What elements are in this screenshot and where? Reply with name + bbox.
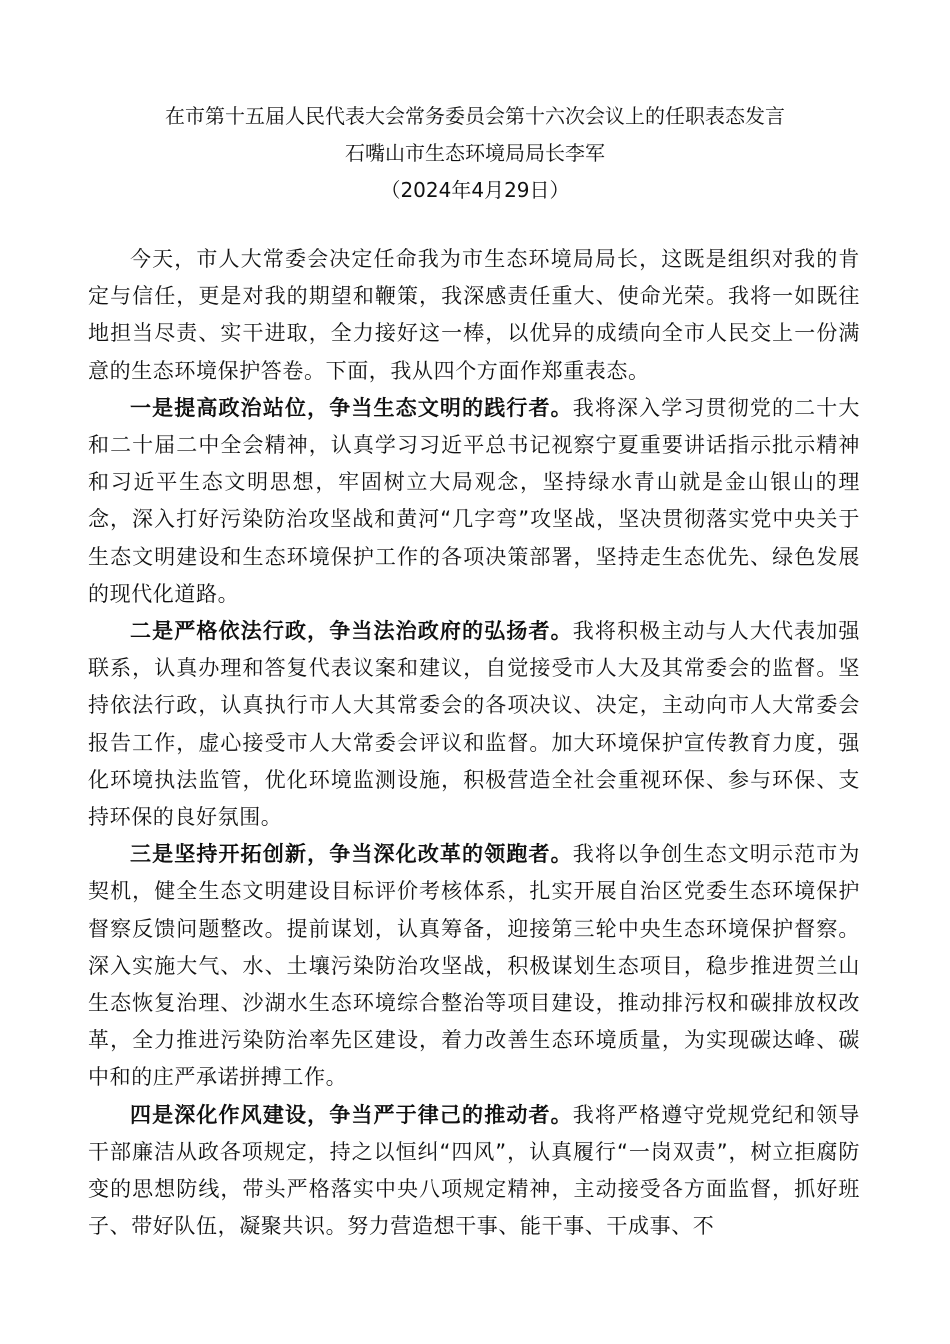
paragraph-lead: 四是深化作风建设，争当严于律己的推动者。: [130, 1102, 573, 1127]
paragraph-text: 我将严格遵守党规党纪和领导干部廉洁从政各项规定，持之以恒纠“四风”，认真履行“一岗双责”，树立拒腐防变的思想防线，带头严格落实中央八项规定精神，主动接受各方面监督，抓好班子、带好队伍，凝聚共识。努力营造想干事、能干事、干成事、不: [88, 1102, 860, 1239]
speaker-line: 石嘴山市生态环境局局长李军: [345, 141, 605, 165]
paragraph-text: 我将以争创生态文明示范市为契机，健全生态文明建设目标评价考核体系，扎实开展自治区党委生态环境保护督察反馈问题整改。提前谋划，认真筹备，迎接第三轮中央生态环境保护督察。深入实施大气、水、土壤污染防治攻坚战，积极谋划生态项目，稳步推进贺兰山生态恢复治理、沙湖水生态环境综合整治等项目建设，推动排污权和碳排放权改革，全力推进污染防治率先区建设，着力改善生态环境质量，为实现碳达峰、碳中和的庄严承诺拼搏工作。: [88, 842, 860, 1090]
paragraph-point-1: [88, 390, 860, 613]
paragraph-text: 我将深入学习贯彻党的二十大和二十届二中全会精神，认真学习习近平总书记视察宁夏重要讲话指示批示精神和习近平生态文明思想，牢固树立大局观念，坚持绿水青山就是金山银山的理念，深入打好污染防治攻坚战和黄河“几字弯”攻坚战，坚决贯彻落实党中央关于生态文明建设和生态环境保护工作的各项决策部署，坚持走生态优先、绿色发展的现代化道路。: [88, 395, 860, 606]
paragraph-lead: 一是提高政治站位，争当生态文明的践行者。: [130, 395, 573, 420]
document-title: 在市第十五届人民代表大会常务委员会第十六次会议上的任职表态发言: [165, 104, 785, 128]
paragraph-point-4: [88, 1097, 860, 1246]
paragraph-point-2: [88, 613, 860, 836]
paragraph-point-3: [88, 836, 860, 1096]
paragraph-text: 今天，市人大常委会决定任命我为市生态环境局局长，这既是组织对我的肯定与信任，更是对我的期望和鞭策，我深感责任重大、使命光荣。我将一如既往地担当尽责、实干进取，全力接好这一棒，以优异的成绩向全市人民交上一份满意的生态环境保护答卷。下面，我从四个方面作郑重表态。: [88, 247, 860, 383]
paragraph-text: 我将积极主动与人大代表加强联系，认真办理和答复代表议案和建议，自觉接受市人大及其常委会的监督。坚持依法行政，认真执行市人大其常委会的各项决议、决定，主动向市人大常委会报告工作，虚心接受市人大常委会评议和监督。加大环境保护宣传教育力度，强化环境执法监管，优化环境监测设施，积极营造全社会重视环保、参与环保、支持环保的良好氛围。: [88, 619, 860, 830]
paragraph-lead: 二是严格依法行政，争当法治政府的弘扬者。: [130, 619, 573, 644]
document-header: [0, 98, 950, 209]
date-line: （2024年4月29日）: [380, 178, 570, 202]
paragraph-intro: [88, 241, 860, 390]
document-body: [88, 241, 860, 1245]
paragraph-lead: 三是坚持开拓创新，争当深化改革的领跑者。: [130, 842, 573, 867]
